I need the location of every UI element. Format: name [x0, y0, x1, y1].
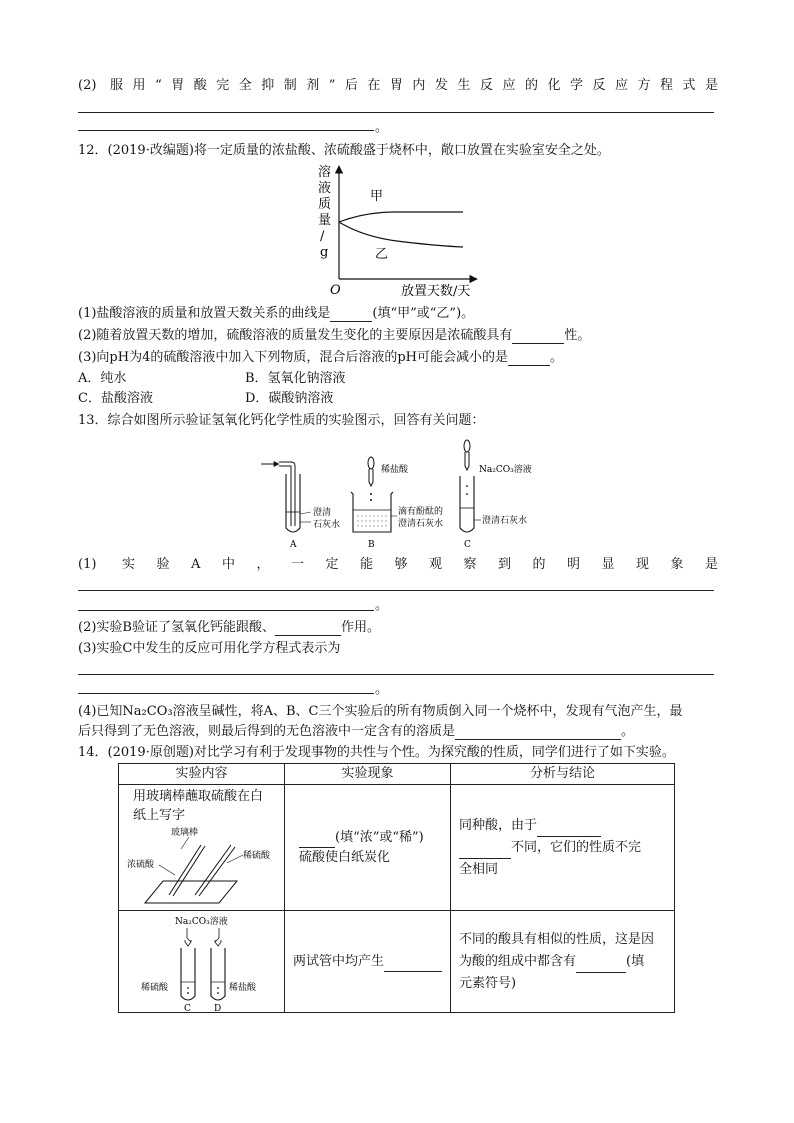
test-tube-c [460, 476, 474, 532]
col-header-content: 实验内容 [119, 764, 285, 785]
period: 。 [375, 598, 389, 613]
q12-header: 12．(2019·改编题)将一定质量的浓盐酸、浓硫酸盛于烧杯中，敞口放置在实验室安全之处。 [78, 143, 610, 158]
tube-d-name: D [214, 1003, 222, 1012]
dilute-acid-label: 稀硫酸 [243, 851, 271, 861]
writing-figure [119, 825, 279, 905]
c-name: C [464, 540, 471, 550]
blank[interactable] [537, 822, 601, 837]
a-label-2: 石灰水 [313, 520, 341, 530]
q12-p2: (2)随着放置天数的增加，硫酸溶液的质量发生变化的主要原因是浓硫酸具有 性。 [78, 328, 591, 343]
c-label: 澄清石灰水 [482, 516, 528, 526]
period: 。 [375, 682, 389, 697]
q12-graph [305, 160, 485, 300]
b-label-2: 澄清石灰水 [398, 519, 444, 529]
option-b: B．氢氧化钠溶液 [245, 371, 346, 386]
period: 。 [375, 120, 389, 135]
test-tube-a [286, 474, 300, 532]
experiment-table [118, 763, 675, 1013]
blank[interactable] [455, 725, 621, 740]
y-label-5: / [320, 229, 325, 244]
row1-content-line2: 纸上写字 [133, 808, 186, 823]
origin-label: O [330, 283, 341, 298]
option-d: D．碳酸钠溶液 [245, 391, 334, 406]
curve-lower-label: 乙 [375, 247, 389, 262]
col-header-conclusion: 分析与结论 [451, 764, 675, 785]
q13-header: 13．综合如图所示验证氢氧化钙化学性质的实验图示，回答有关问题： [78, 413, 485, 428]
row1-phenomenon: (填“浓”或“稀”) 硫酸使白纸炭化 [285, 785, 451, 911]
answer-line[interactable] [78, 674, 714, 675]
curve-upper [339, 212, 463, 222]
b-top-label: 稀盐酸 [381, 465, 409, 475]
q13-p4-line2: 后只得到了无色溶液，则最后得到的无色溶液中一定含有的溶质是 。 [78, 724, 635, 739]
a-label-1: 澄清 [313, 508, 332, 518]
b-name: B [368, 540, 375, 550]
answer-line[interactable] [78, 693, 374, 694]
y-label-6: g [320, 245, 329, 260]
answer-line[interactable] [78, 590, 714, 591]
row1-conclusion: 同种酸，由于 不同，它们的性质不完 全相同 [451, 785, 675, 911]
q12-p3: (3)向pH为4的硫酸溶液中加入下列物质，混合后溶液的pH可能会减小的是 。 [78, 350, 564, 365]
answer-line[interactable] [78, 610, 374, 611]
na2co3-label: Na₂CO₃溶液 [175, 916, 228, 927]
blank[interactable] [512, 329, 564, 344]
tube-c-name: C [184, 1003, 191, 1012]
tube-d-label: 稀盐酸 [229, 982, 257, 993]
blank[interactable] [576, 958, 626, 973]
blank[interactable] [275, 621, 341, 636]
y-label-2: 液 [318, 181, 332, 196]
answer-line[interactable] [78, 112, 714, 113]
col-header-phenomenon: 实验现象 [285, 764, 451, 785]
curve-lower [339, 222, 463, 247]
blank[interactable] [508, 351, 550, 366]
curve-upper-label: 甲 [370, 189, 384, 204]
blank[interactable] [299, 833, 335, 848]
option-c: C．盐酸溶液 [78, 391, 153, 406]
conc-acid-label: 浓硫酸 [127, 860, 155, 870]
a-name: A [290, 540, 297, 550]
b-label-1: 滴有酚酞的 [398, 507, 444, 517]
y-label-4: 量 [318, 213, 332, 228]
row1-content-line1: 用玻璃棒蘸取硫酸在白 [133, 789, 264, 804]
y-label-1: 溶 [318, 165, 332, 180]
row2-phenomenon: 两试管中均产生 [285, 911, 451, 1013]
q13-p1-text: (1) 实验A中，一定能够观察到的明显现象是 [78, 557, 718, 572]
blank[interactable] [384, 957, 442, 972]
row2-conclusion: 不同的酸具有相似的性质，这是因 为酸的组成中都含有 (填 元素符号) [451, 911, 675, 1013]
q13-figure [255, 436, 545, 552]
q13-p3-text: (3)实验C中发生的反应可用化学方程式表示为 [78, 641, 341, 656]
test-tubes-figure [119, 912, 279, 1012]
answer-line[interactable] [78, 130, 374, 131]
blank[interactable] [459, 844, 511, 859]
dropper-b [369, 469, 373, 486]
q13-p4-line1: (4)已知Na₂CO₃溶液呈碱性，将A、B、C三个实验后的所有物质倒入同一个烧杯中，发现有气泡产生，最 [78, 704, 683, 719]
row2-content [119, 911, 285, 1013]
glass-rod-label: 玻璃棒 [171, 828, 199, 838]
option-a: A．纯水 [78, 371, 127, 386]
x-label: 放置天数/天 [401, 284, 471, 299]
dropper-c [465, 452, 469, 470]
blank[interactable] [330, 307, 372, 322]
paper [145, 881, 237, 903]
c-top-label: Na₂CO₃溶液 [479, 465, 532, 475]
y-label-3: 质 [318, 197, 332, 212]
q14-header: 14．(2019·原创题)对比学习有利于发现事物的共性与个性。为探究酸的性质，同学们进行了如下实验。 [78, 745, 675, 760]
tube-c-label: 稀硫酸 [141, 982, 169, 993]
row1-content [119, 785, 285, 911]
q12-p1: (1)盐酸溶液的质量和放置天数关系的曲线是 (填“甲”或“乙”)。 [78, 306, 475, 321]
delivery-tube [279, 462, 295, 526]
q13-p2: (2)实验B验证了氢氧化钙能跟酸、 作用。 [78, 620, 380, 635]
q11-part2-text: (2) 服用“胃酸完全抑制剂”后在胃内发生反应的化学反应方程式是 [78, 78, 718, 93]
